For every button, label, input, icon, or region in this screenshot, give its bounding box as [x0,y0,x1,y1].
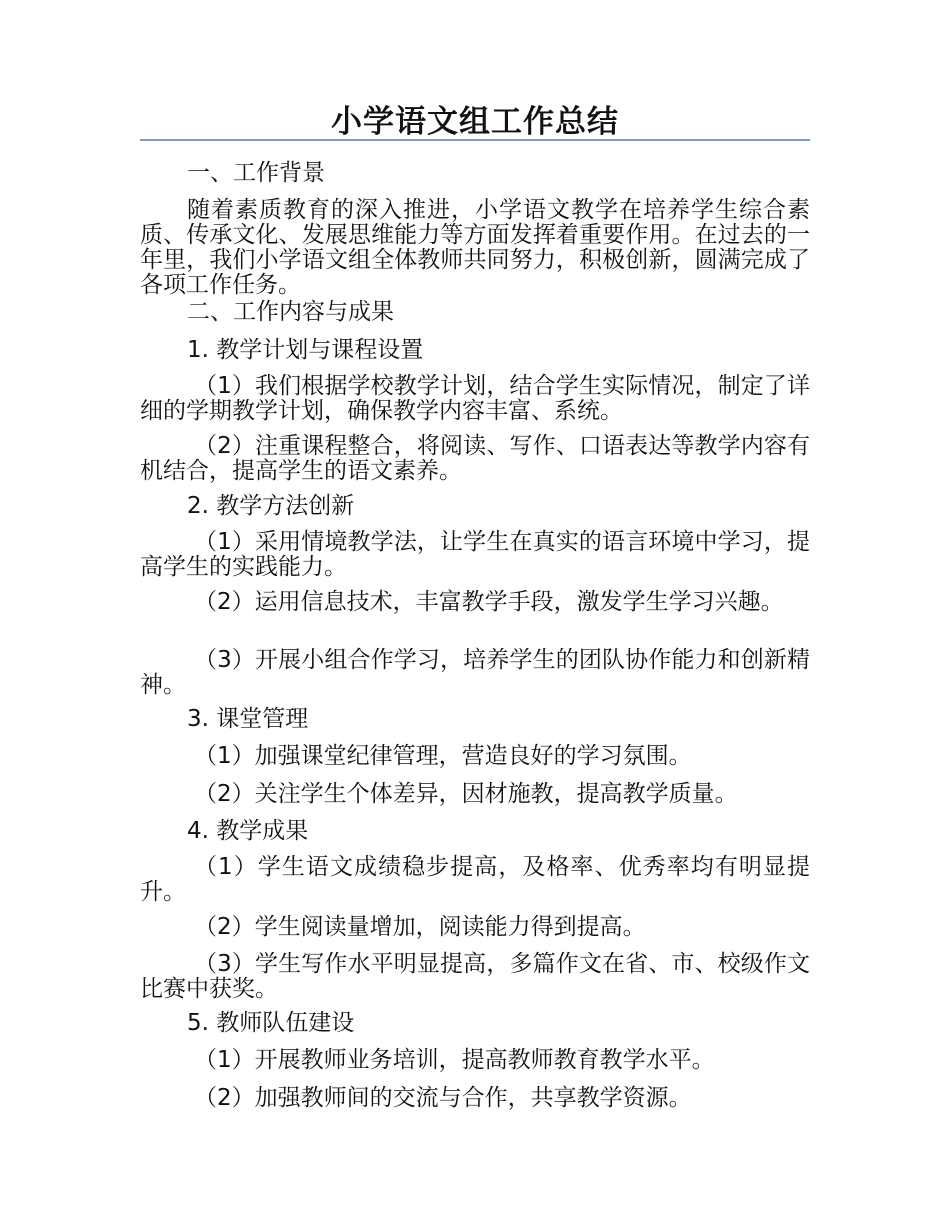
title-underline [140,139,810,141]
list-item: （1）开展教师业务培训，提高教师教育教学水平。 [194,1047,715,1073]
list-item: （1）加强课堂纪律管理，营造良好的学习氛围。 [194,743,692,769]
list-item: （1）采用情境教学法，让学生在真实的语言环境中学习，提高学生的实践能力。 [140,529,810,580]
subheading-teacher-development: 5. 教师队伍建设 [187,1010,355,1036]
list-item: （3）学生写作水平明显提高，多篇作文在省、市、校级作文比赛中获奖。 [140,951,810,1002]
list-item: （2）注重课程整合，将阅读、写作、口语表达等教学内容有机结合，提高学生的语文素养。 [140,433,810,484]
document-title: 小学语文组工作总结 [331,104,619,140]
subheading-teaching-plan: 1. 教学计划与课程设置 [187,337,424,363]
subheading-teaching-methods: 2. 教学方法创新 [187,493,355,519]
list-item: （2）运用信息技术，丰富教学手段，激发学生学习兴趣。 [194,589,784,615]
list-item: （3）开展小组合作学习，培养学生的团队协作能力和创新精神。 [140,647,810,698]
list-item: （2）学生阅读量增加，阅读能力得到提高。 [194,914,646,940]
list-item: （2）加强教师间的交流与合作，共享教学资源。 [194,1085,692,1111]
subheading-teaching-results: 4. 教学成果 [187,818,309,844]
list-item: （2）关注学生个体差异，因材施教，提高教学质量。 [194,781,738,807]
subheading-classroom-management: 3. 课堂管理 [187,706,309,732]
section-heading-content: 二、工作内容与成果 [187,299,394,325]
background-paragraph: 随着素质教育的深入推进，小学语文教学在培养学生综合素质、传承文化、发展思维能力等方面发挥着重要作用。在过去的一年里，我们小学语文组全体教师共同努力，积极创新，圆满完成了各项工作任务。 [140,197,810,298]
list-item: （1）学生语文成绩稳步提高，及格率、优秀率均有明显提升。 [140,854,810,905]
section-heading-background: 一、工作背景 [187,160,325,186]
list-item: （1）我们根据学校教学计划，结合学生实际情况，制定了详细的学期教学计划，确保教学内容丰富、系统。 [140,373,810,424]
